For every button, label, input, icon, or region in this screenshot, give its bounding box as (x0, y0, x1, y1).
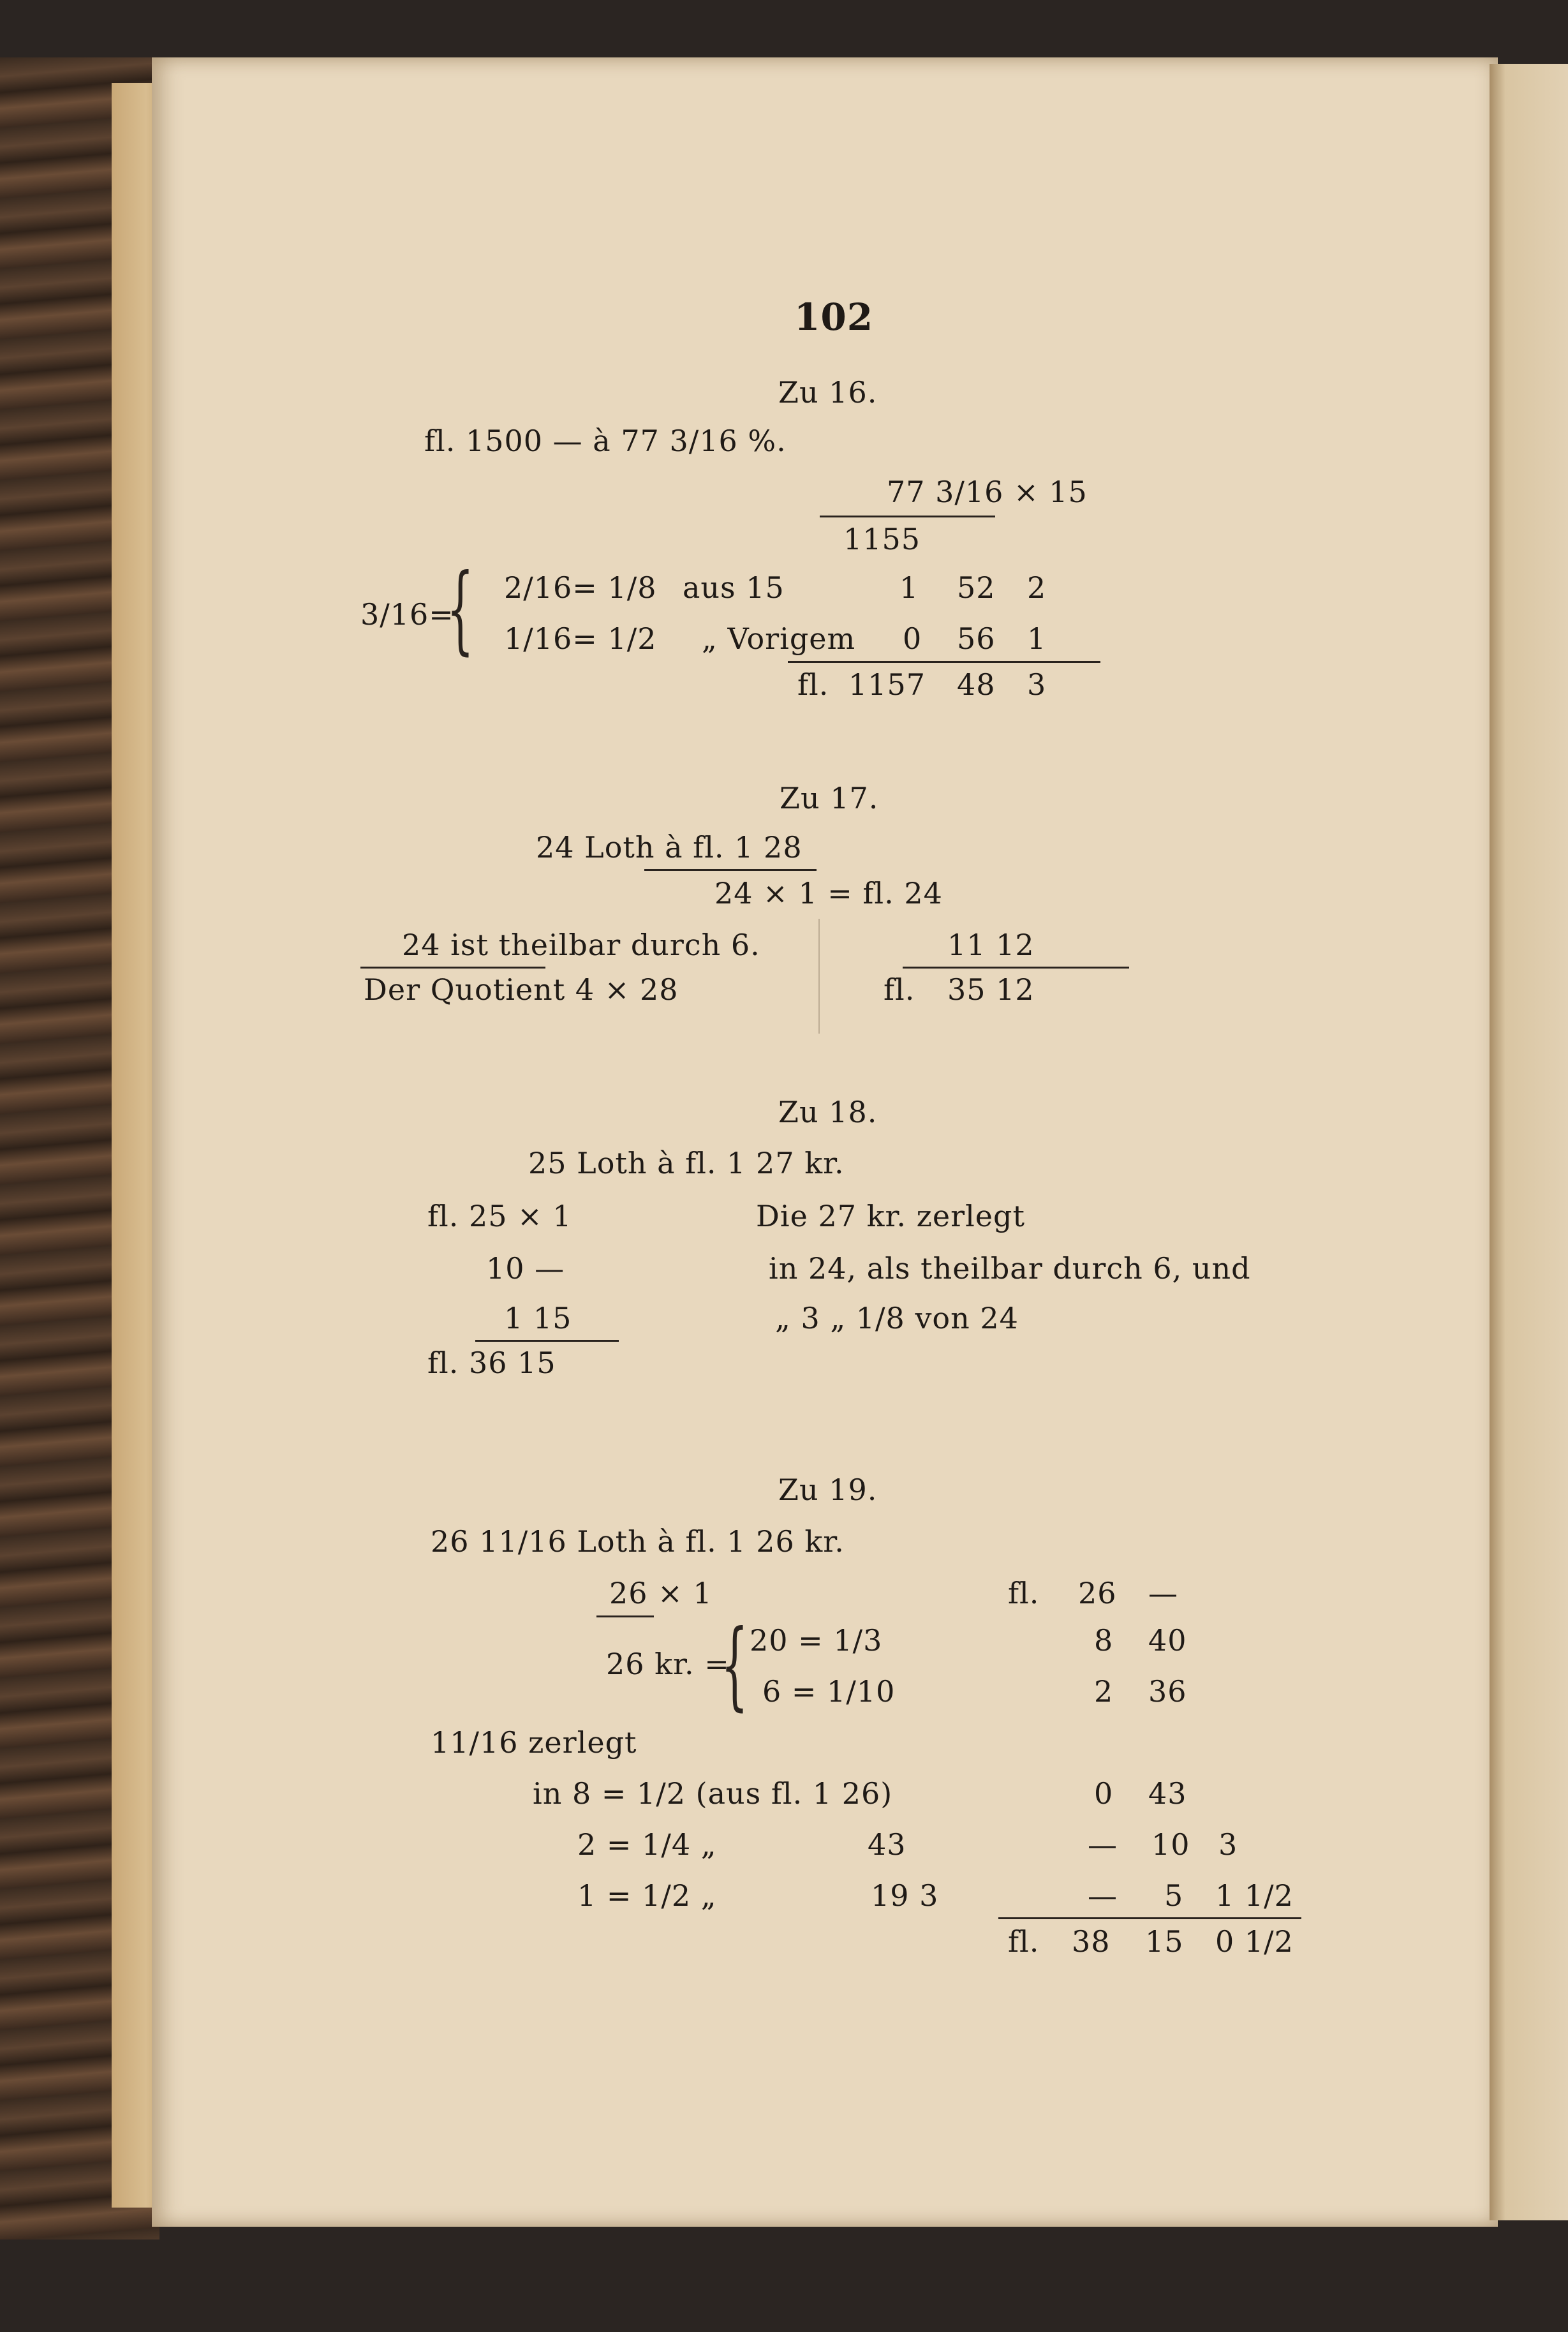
s16-row2-v2: 56 (957, 621, 996, 656)
s19-kr-row1: 20 = 1/3 (750, 1623, 883, 1658)
s19-ledger-r6-c1: — (1088, 1878, 1118, 1913)
s17-left1: 24 ist theilbar durch 6. (402, 928, 760, 962)
facing-page-edge (1490, 64, 1568, 2220)
s17-right2-prefix: fl. (884, 972, 915, 1007)
s18-left-row2: 10 — (486, 1251, 565, 1286)
s19-ledger-r3-c2: 36 (1148, 1674, 1187, 1709)
s16-product: 1155 (843, 522, 921, 556)
page-number: 102 (794, 295, 874, 339)
s18-right-row1: Die 27 kr. zerlegt (756, 1199, 1025, 1233)
show-through-mark (818, 919, 820, 1034)
s19-kr-label: 26 kr. = (606, 1647, 730, 1681)
s19-line1: 26 11/16 Loth à fl. 1 26 kr. (431, 1524, 845, 1559)
s19-ledger-total-prefix: fl. (1008, 1924, 1040, 1959)
s19-split-row2-value: 43 (868, 1827, 906, 1862)
s19-ledger-total-c2: 15 (1145, 1924, 1184, 1959)
s16-row1-v1: 1 (899, 570, 919, 605)
heading-zu-19: Zu 19. (778, 1473, 878, 1507)
s19-split-row3: 1 = 1/2 „ (577, 1878, 717, 1913)
rule (360, 967, 545, 969)
s16-row1-text: aus 15 (683, 570, 785, 605)
rule (644, 869, 817, 871)
s18-left-row3: 1 15 (504, 1301, 572, 1335)
rule (903, 967, 1129, 969)
s19-split-row3-value: 19 3 (871, 1878, 939, 1913)
s16-row2-v1: 0 (903, 621, 922, 656)
left-brace: { (721, 1610, 748, 1721)
rule (596, 1615, 654, 1617)
s19-ledger-r5-c2: 10 (1151, 1827, 1190, 1862)
s17-left2: Der Quotient 4 × 28 (364, 972, 679, 1007)
s16-row1-v2: 52 (957, 570, 996, 605)
rule (998, 1917, 1301, 1919)
s19-ledger-total-c3: 0 1/2 (1215, 1924, 1294, 1959)
s16-line1: fl. 1500 — à 77 3/16 %. (424, 424, 787, 458)
s16-row2-v3: 1 (1027, 621, 1047, 656)
s19-ledger-r4-c2: 43 (1148, 1776, 1187, 1811)
s19-ledger-r5-c1: — (1088, 1827, 1118, 1862)
s16-total-v1: 1157 (848, 667, 926, 702)
s19-zerlegt: 11/16 zerlegt (431, 1725, 637, 1760)
left-brace: { (447, 554, 474, 665)
s19-multiplication: 26 × 1 (609, 1576, 713, 1610)
s19-ledger-r2-c1: 8 (1094, 1623, 1114, 1658)
s18-right-row2: in 24, als theilbar durch 6, und (769, 1251, 1251, 1286)
s19-kr-row2: 6 = 1/10 (762, 1674, 896, 1709)
rule (475, 1340, 619, 1342)
s19-ledger-r6-c3: 1 1/2 (1215, 1878, 1294, 1913)
s19-ledger-r1-c1: 26 (1078, 1576, 1117, 1610)
heading-zu-17: Zu 17. (780, 781, 879, 815)
s19-split-row2: 2 = 1/4 „ (577, 1827, 717, 1862)
s19-ledger-total-c1: 38 (1072, 1924, 1111, 1959)
heading-zu-18: Zu 18. (778, 1095, 878, 1129)
s16-total-v3: 3 (1027, 667, 1047, 702)
s18-line1: 25 Loth à fl. 1 27 kr. (528, 1146, 845, 1180)
s16-row2-fraction: 1/16= 1/2 (504, 621, 657, 656)
s16-fraction-label: 3/16= (360, 597, 454, 632)
s19-ledger-r1-prefix: fl. (1008, 1576, 1040, 1610)
s16-multiplication: 77 3/16 × 15 (887, 475, 1088, 509)
s17-right1: 11 12 (947, 928, 1035, 962)
heading-zu-16: Zu 16. (778, 375, 878, 410)
s19-ledger-r1-c2: — (1148, 1576, 1178, 1610)
s16-row1-fraction: 2/16= 1/8 (504, 570, 657, 605)
s18-left-total: fl. 36 15 (427, 1346, 556, 1380)
s19-ledger-r6-c2: 5 (1164, 1878, 1184, 1913)
s19-ledger-r2-c2: 40 (1148, 1623, 1187, 1658)
s18-left-row1: fl. 25 × 1 (427, 1199, 572, 1233)
s18-right-row3: „ 3 „ 1/8 von 24 (775, 1301, 1019, 1335)
s16-row1-v3: 2 (1027, 570, 1047, 605)
s16-row2-text: „ Vorigem (702, 621, 856, 656)
s17-line1: 24 Loth à fl. 1 28 (536, 830, 802, 865)
s19-ledger-r5-c3: 3 (1218, 1827, 1238, 1862)
s19-split-row1: in 8 = 1/2 (aus fl. 1 26) (533, 1776, 893, 1811)
s17-right2-values: 35 12 (947, 972, 1035, 1007)
rule (820, 516, 995, 517)
s19-ledger-r3-c1: 2 (1094, 1674, 1114, 1709)
s19-ledger-r4-c1: 0 (1094, 1776, 1114, 1811)
rule (788, 661, 1100, 663)
s17-line2: 24 × 1 = fl. 24 (714, 876, 943, 910)
s16-total-v2: 48 (957, 667, 996, 702)
s16-total-prefix: fl. (797, 667, 829, 702)
